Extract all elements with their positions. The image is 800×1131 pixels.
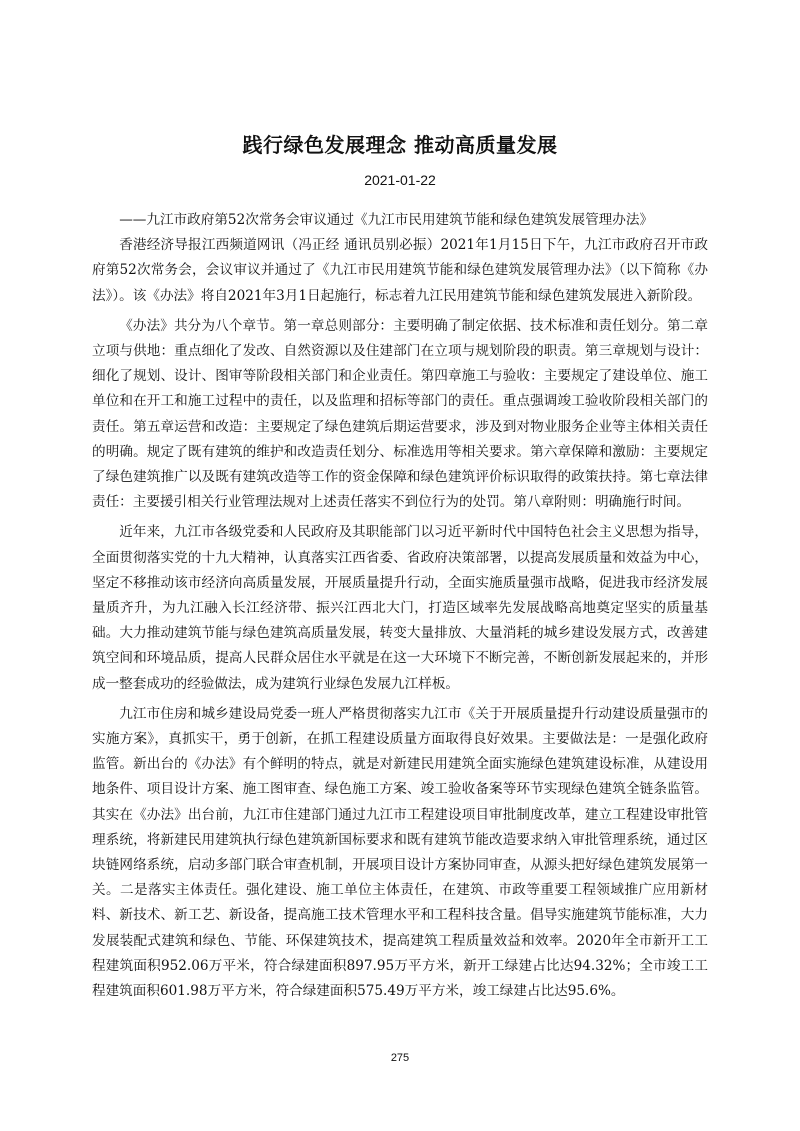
article-date: 2021-01-22	[364, 172, 436, 188]
article-title: 践行绿色发展理念 推动高质量发展	[242, 133, 558, 157]
page-number: 275	[390, 1052, 410, 1064]
paragraph-chapters: 《办法》共分为八个章节。第一章总则部分：主要明确了制定依据、技术标准和责任划分。第二章立项与供地：重点细化了发改、自然资源以及住建部门在立项与规划阶段的职责。第三章规划与设计：细化了规划、设计、图审等阶段相关部门和企业责任。第四章施工与验收：主要规定了建设单位、施工单位和在开工和施工过程中的责任，以及监理和招标等部门的责任。重点强调竣工验收阶段相关部门的责任。第五章运营和改造：主要规定了绿色建筑后期运营要求，涉及到对物业服务企业等主体相关责任的明确。规定了既有建筑的维护和改造责任划分、标准选用等相关要求。第六章保障和激励：主要规定了绿色建筑推广以及既有建筑改造等工作的资金保障和绿色建筑评价标识取得的政策扶持。第七章法律责任：主要援引相关行业管理法规对上述责任落实不到位行为的处罚。第八章附则：明确施行时间。	[92, 317, 708, 511]
paragraph-lead: 香港经济导报江西频道网讯（冯正经 通讯员别必振）2021年1月15日下午，九江市政府召开市政府第52次常务会，会议审议并通过了《九江市民用建筑节能和绿色建筑发展管理办法》（以下简称《办法》）。该《办法》将自2021年3月1日起施行，标志着九江民用建筑节能和绿色建筑发展进入新阶段。	[92, 237, 708, 304]
paragraph-measures: 九江市住房和城乡建设局党委一班人严格贯彻落实九江市《关于开展质量提升行动建设质量强市的实施方案》，真抓实干，勇于创新，在抓工程建设质量方面取得良好效果。主要做法是：一是强化政府监管。新出台的《办法》有个鲜明的特点，就是对新建民用建筑全面实施绿色建筑建设标准，从建设用地条件、项目设计方案、施工图审查、绿色施工方案、竣工验收备案等环节实现绿色建筑全链条监管。其实在《办法》出台前，九江市住建部门通过九江市工程建设项目审批制度改革，建立工程建设审批管理系统，将新建民用建筑执行绿色建筑新国标要求和既有建筑节能改造要求纳入审批管理系统，通过区块链网络系统，启动多部门联合审查机制，开展项目设计方案协同审查，从源头把好绿色建筑发展第一关。二是落实主体责任。强化建设、施工单位主体责任，在建筑、市政等重要工程领域推广应用新材料、新技术、新工艺、新设备，提高施工技术管理水平和工程科技含量。倡导实施建筑节能标准，大力发展装配式建筑和绿色、节能、环保建筑技术，提高建筑工程质量效益和效率。2020年全市新开工工程建筑面积952.06万平米，符合绿建面积897.95万平方米，新开工绿建占比达94.32%；全市竣工工程建筑面积601.98万平方米，符合绿建面积575.49万平方米，竣工绿建占比达95.6%。	[92, 705, 708, 1000]
article-subtitle: ——九江市政府第52次常务会审议通过《九江市民用建筑节能和绿色建筑发展管理办法》	[119, 212, 654, 228]
article-body	[92, 208, 708, 1009]
paragraph-background: 近年来，九江市各级党委和人民政府及其职能部门以习近平新时代中国特色社会主义思想为指导，全面贯彻落实党的十九大精神，认真落实江西省委、省政府决策部署，以提高发展质量和效益为中心，坚定不移推动该市经济向高质量发展，开展质量提升行动，全面实施质量强市战略，促进我市经济发展量质齐升，为九江融入长江经济带、振兴江西北大门，打造区域率先发展战略高地奠定坚实的质量基础。大力推动建筑节能与绿色建筑高质量发展，转变大量排放、大量消耗的城乡建设发展方式，改善建筑空间和环境品质，提高人民群众居住水平就是在这一大环境下不断完善，不断创新发展起来的，并形成一整套成功的经验做法，成为建筑行业绿色发展九江样板。	[92, 524, 708, 692]
